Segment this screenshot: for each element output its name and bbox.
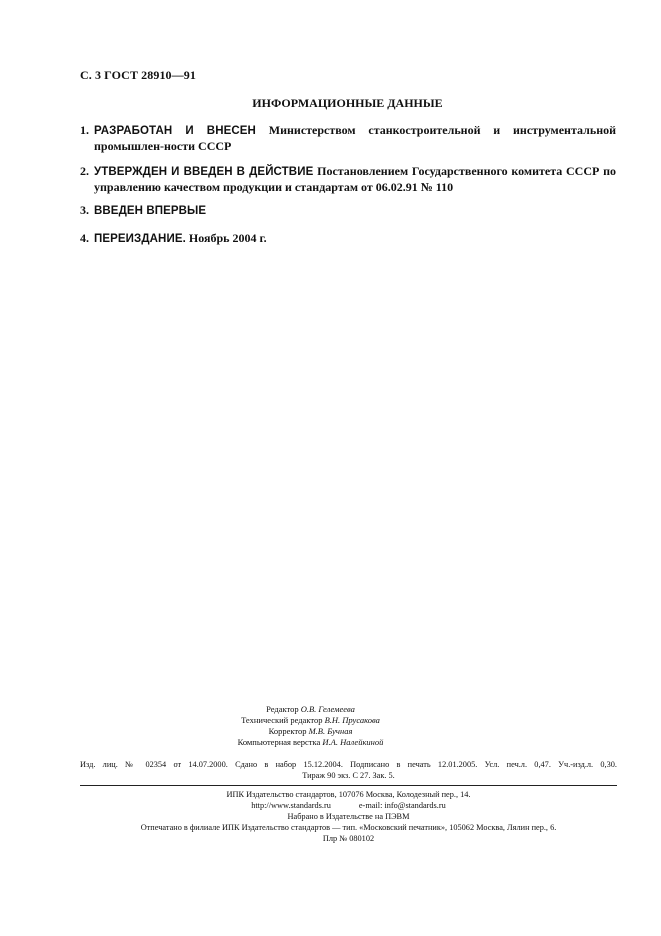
footer-plr: Плр № 080102	[322, 834, 375, 843]
section-title: ИНФОРМАЦИОННЫЕ ДАННЫЕ	[252, 96, 443, 110]
footer-email: e-mail: info@standards.ru	[358, 801, 446, 810]
footer-typeset: Набрано в Издательстве на ПЭВМ	[287, 812, 410, 821]
item-number: 2.	[80, 164, 89, 178]
item-lead: ВВЕДЕН ВПЕРВЫЕ	[94, 205, 207, 217]
item-text	[94, 164, 616, 195]
footer-printed: Отпечатано в филиале ИПК Издательство стандартов — тип. «Московский печатник», 105062 Москва, Лялин пер., 6.	[140, 823, 557, 832]
item-number: 4.	[80, 231, 89, 245]
footer-divider	[80, 785, 617, 786]
footer-website: http://www.standards.ru	[251, 801, 331, 810]
item-text	[94, 203, 616, 219]
credit-name: М.В. Бучная	[308, 726, 353, 736]
info-item-3	[80, 203, 616, 219]
footer-publisher: ИПК Издательство стандартов, 107076 Москва, Колодезный пер., 14.	[226, 790, 471, 799]
credit-tech-editor	[0, 715, 661, 726]
item-lead: УТВЕРЖДЕН И ВВЕДЕН В ДЕЙСТВИЕ	[94, 166, 314, 178]
imprint-footer	[80, 789, 617, 844]
item-lead: ПЕРЕИЗДАНИЕ.	[94, 233, 186, 245]
credit-role: Технический редактор	[241, 715, 323, 725]
info-item-1	[80, 123, 616, 154]
info-item-4	[80, 231, 616, 247]
page-header: С. 3 ГОСТ 28910—91	[80, 68, 196, 82]
credit-corrector	[0, 726, 661, 737]
item-number: 1.	[80, 123, 89, 137]
item-text	[94, 123, 616, 154]
item-lead: РАЗРАБОТАН И ВНЕСЕН	[94, 125, 256, 137]
publication-info	[80, 759, 617, 781]
item-body: Постановлением Государственного комитета СССР по управлению качеством продукции и стандартам от 06.02.91 № 110	[94, 164, 616, 194]
credit-name: И.А. Налейкиной	[322, 737, 384, 747]
footer-contacts	[80, 800, 617, 811]
info-item-2	[80, 164, 616, 195]
credit-name: О.В. Гелемеева	[300, 704, 355, 714]
item-body: Министерством станкостроительной и инструментальной промышлен-ности СССР	[94, 123, 617, 153]
credit-editor	[0, 704, 661, 715]
item-number: 3.	[80, 203, 89, 217]
credits-block	[0, 704, 661, 748]
publication-info-line1: Изд. лиц. № 02354 от 14.07.2000. Сдано в набор 15.12.2004. Подписано в печать 12.01.2005. Усл. печ.л. 0,47. Уч.-изд.л. 0,30.	[80, 760, 617, 769]
credit-name: В.Н. Прусакова	[324, 715, 380, 725]
credit-role: Корректор	[268, 726, 307, 736]
publication-info-line2: Тираж 90 экз. С 27. Зак. 5.	[302, 771, 395, 780]
credit-layout	[0, 737, 661, 748]
item-body: Ноябрь 2004 г.	[188, 231, 267, 245]
credit-role: Компьютерная верстка	[237, 737, 321, 747]
item-text	[94, 231, 616, 247]
credit-role: Редактор	[266, 704, 299, 714]
